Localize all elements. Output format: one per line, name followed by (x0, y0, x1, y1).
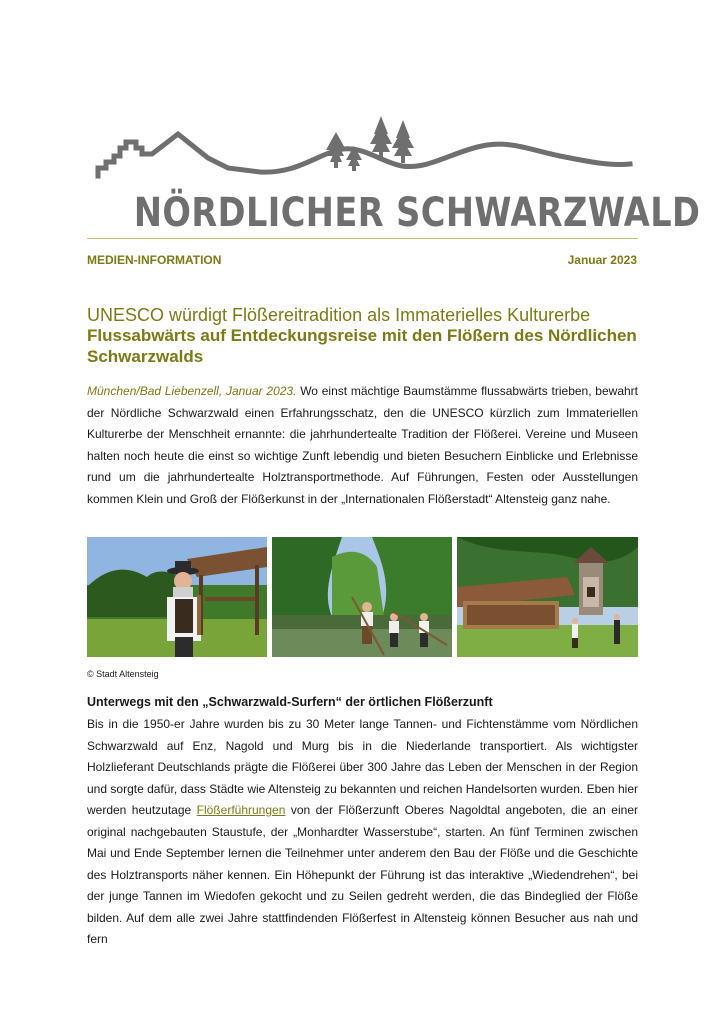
section-text-after-link: von der Flößerzunft Oberes Nagoldtal angeboten, die an einer original nachgebauten Staustufe, der „Monhardter Wasserstube“, starten. An fünf Terminen zwischen Mai und Ende September lernen die Teilnehmer unter anderem den Bau der Flöße und die Geschichte des Holztransports näher kennen. Ein Höhepunkt der Führung ist das interaktive „Wiedendrehen“, bei der junge Tannen im Wiedofen gekocht und zu Seilen gedreht werden, die das Bindeglied der Flöße bilden. Auf dem alle zwei Jahre stattfindenden Flößerfest in Altensteig können Besucher aus nah und fern (87, 803, 638, 946)
section-heading: Unterwegs mit den „Schwarzwald-Surfern“ der örtlichen Flößerzunft (87, 695, 493, 709)
photo-credit: © Stadt Altensteig (87, 669, 159, 679)
section-text-before-link: Bis in die 1950-er Jahre wurden bis zu 30 Meter lange Tannen- und Fichtenstämme vom Nördlichen Schwarzwald auf Enz, Nagold und Murg bis in die Niederlande transportiert. Als wichtigster Holzlieferant Deutschlands prägte die Flößerei über 300 Jahre das Leben der Menschen in der Region und sorgte dafür, dass Städte wie Altensteig zu bekannten und reichen Handelsorten wurden. Eben hier werden heutzutage (87, 717, 638, 817)
photo-wiedofen-hut (457, 537, 638, 657)
dateline: München/Bad Liebenzell, Januar 2023. (87, 384, 297, 398)
header-rule (87, 238, 638, 239)
brand-logo (90, 110, 701, 236)
intro-paragraph (87, 381, 638, 510)
publication-date: Januar 2023 (567, 253, 637, 267)
photo-rafter-shelter (87, 537, 267, 657)
photo-strip (87, 537, 638, 657)
section-paragraph (87, 714, 638, 951)
photo-rafters-river (272, 537, 452, 657)
headline-subtitle: Flussabwärts auf Entdeckungsreise mit den Flößern des Nördlichen Schwarzwalds (87, 326, 637, 366)
floesserfuehrungen-link[interactable]: Flößerführungen (196, 803, 286, 817)
intro-text: Wo einst mächtige Baumstämme flussabwärts trieben, bewahrt der Nördliche Schwarzwald einen Erfahrungsschatz, den die UNESCO kürzlich zum Immateriellen Kulturerbe der Menschheit ernannte: die jahrhundertealte Tradition der Flößerei. Vereine und Museen halten noch heute die einst so wichtige Zunft lebendig und bieten Besuchern Einblicke und Erlebnisse rund um die jahrhundertealte Holztransportmethode. Auf Führungen, Festen oder Ausstellungen kommen Klein und Groß der Flößerkunst in der „Internationalen Flößerstadt“ Altensteig ganz nahe. (87, 384, 639, 506)
headline-title: UNESCO würdigt Flößereitradition als Immaterielles Kulturerbe (87, 305, 591, 325)
logo-wordmark: NÖRDLICHER SCHWARZWALD (133, 190, 701, 236)
media-information-label: MEDIEN-INFORMATION (87, 253, 222, 267)
landscape-logo-graphic (90, 110, 638, 190)
